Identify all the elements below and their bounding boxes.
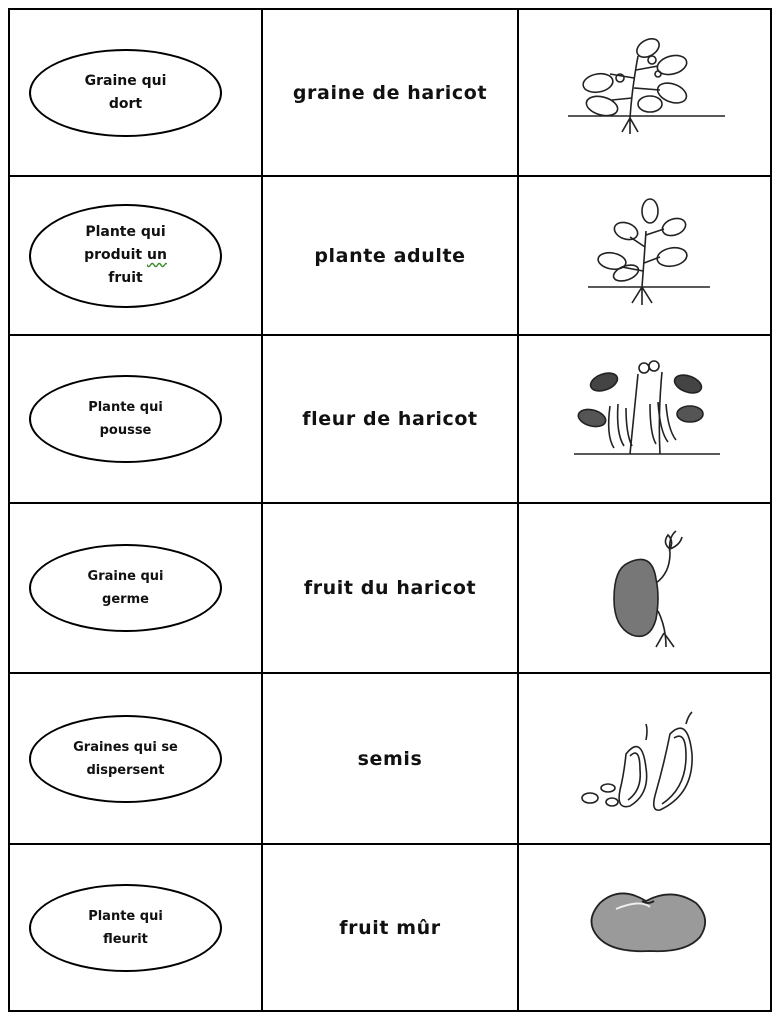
image-cell-3 [519,336,770,504]
stage-line: fleurit [103,931,148,947]
image-cell-4 [519,504,770,674]
germinating-seed-icon [560,523,730,653]
stage-oval [29,544,222,632]
open-pods-icon [560,694,730,824]
stage-cell-5 [10,674,263,845]
stage-line: fruit [108,270,143,286]
label-cell-1 [263,10,519,177]
stage-oval [29,204,222,308]
stage-line: Graine qui [84,72,167,89]
stage-line: dispersent [86,762,165,778]
stage-line: pousse [99,423,152,438]
stage-name: semis [357,747,423,770]
stage-oval [29,49,222,137]
stage-line: Plante qui [88,908,163,924]
stage-oval [29,884,222,972]
stage-cell-6 [10,845,263,1010]
matching-worksheet [8,8,772,1012]
stage-line: Plante qui [88,400,163,415]
stage-line: Graine qui [87,569,164,584]
image-cell-6 [519,845,770,1010]
bean-seed-icon [560,863,730,993]
stage-cell-2 [10,177,263,336]
young-plant-icon [560,191,730,321]
stage-line: dort [108,95,143,112]
stage-line: Plante qui [85,224,166,240]
stage-cell-4 [10,504,263,674]
image-cell-1 [519,10,770,177]
label-cell-6 [263,845,519,1010]
stage-oval [29,715,222,803]
label-cell-5 [263,674,519,845]
label-cell-4 [263,504,519,674]
stage-cell-3 [10,336,263,504]
stage-line [84,244,167,267]
label-cell-2 [263,177,519,336]
stage-line: germe [102,592,149,607]
stage-name: fruit mûr [339,916,441,939]
image-cell-5 [519,674,770,845]
stage-line-text: produit un [84,247,167,263]
stage-name: fleur de haricot [302,408,478,430]
stage-name: fruit du haricot [303,577,477,599]
stage-name: graine de haricot [292,81,488,104]
label-cell-3 [263,336,519,504]
stage-name: plante adulte [314,244,466,267]
bean-plant-flowering-icon [560,28,730,158]
spellcheck-word: un [146,247,167,263]
stage-oval [29,375,222,463]
plant-with-pods-icon [560,354,730,484]
stage-cell-1 [10,10,263,177]
image-cell-2 [519,177,770,336]
stage-line: Graines qui se [73,739,178,755]
